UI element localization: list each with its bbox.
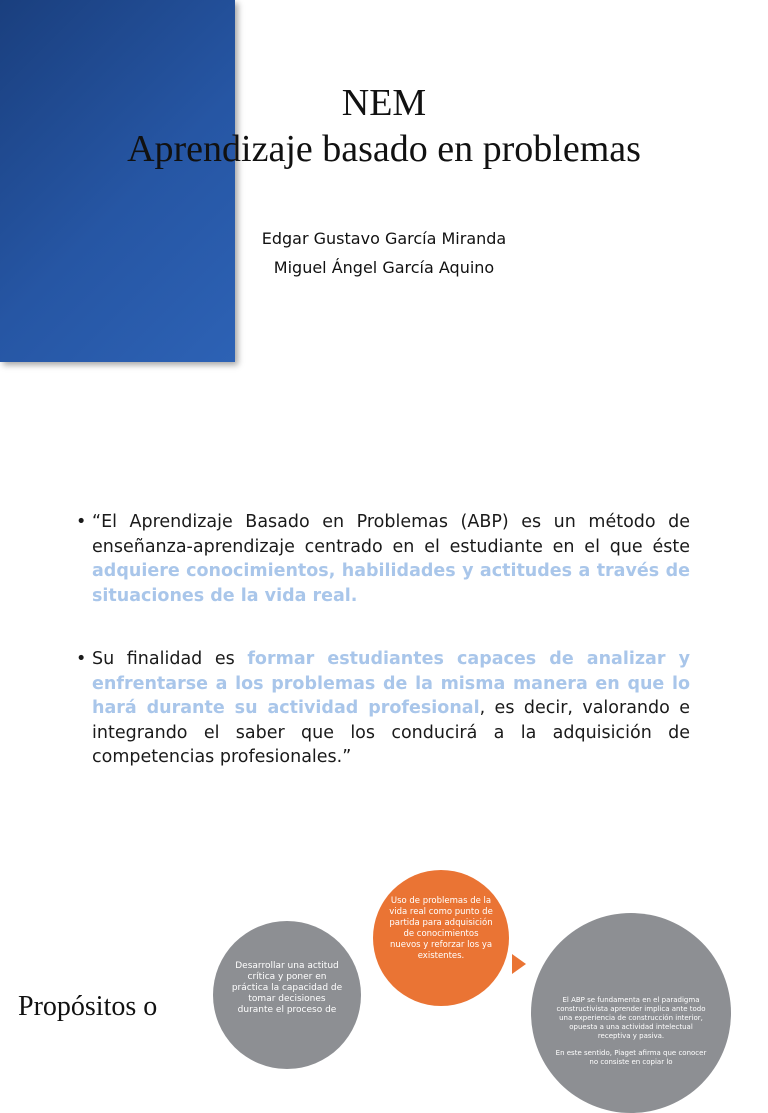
decorative-blue-block — [0, 0, 235, 362]
bullet-2-text-start: Su finalidad es — [92, 649, 248, 669]
purpose-circle-right — [531, 913, 731, 1113]
title-line-2: Aprendizaje basado en problemas — [127, 128, 641, 170]
title-slide — [0, 0, 768, 440]
bullet-dot: • — [76, 649, 87, 669]
slide-title — [0, 80, 768, 172]
section-title: Propósitos o — [18, 991, 158, 1022]
purpose-circle-left — [213, 921, 361, 1069]
definition-slide — [0, 440, 768, 860]
bullet-dot: • — [76, 512, 87, 532]
purposes-slide — [0, 860, 768, 1066]
circle-center-text: Uso de problemas de la vida real como punto de partida para adquisición de conocimientos nuevos y reforzar los ya existentes. — [389, 896, 493, 961]
bullet-paragraph-1 — [76, 510, 690, 608]
bullet-1-text: “El Aprendizaje Basado en Problemas (ABP) es un método de enseñanza-aprendizaje centrado en el estudiante en el que éste — [92, 512, 690, 557]
bullet-paragraph-2 — [76, 647, 690, 770]
bullet-2-highlight: formar estudiantes capaces de analizar y enfrentarse a los problemas de la misma manera en que lo hará durante su actividad profesional — [92, 649, 690, 718]
purpose-circle-center — [373, 870, 509, 1006]
circle-right-paragraph-2: En este sentido, Piaget afirma que conocer no consiste en copiar lo — [555, 1048, 707, 1066]
title-line-1: NEM — [341, 82, 427, 124]
circle-left-text: Desarrollar una actitud crítica y poner en práctica la capacidad de tomar decisiones durante el proceso de — [231, 961, 343, 1015]
author-1: Edgar Gustavo García Miranda — [261, 229, 507, 248]
bullet-1-highlight: adquiere conocimientos, habilidades y actitudes a través de situaciones de la vida real. — [92, 561, 690, 606]
bullet-2-text-end: , es decir, valorando e integrando el saber que los conducirá a la adquisición de competencias profesionales.” — [92, 698, 690, 767]
arrow-right-icon — [512, 954, 526, 974]
author-2: Miguel Ángel García Aquino — [273, 258, 495, 277]
circle-right-paragraph-1: El ABP se fundamenta en el paradigma constructivista aprender implica ante todo una experiencia de construcción interior, opuesta a una actividad intelectual receptiva y pasiva. — [556, 995, 706, 1040]
